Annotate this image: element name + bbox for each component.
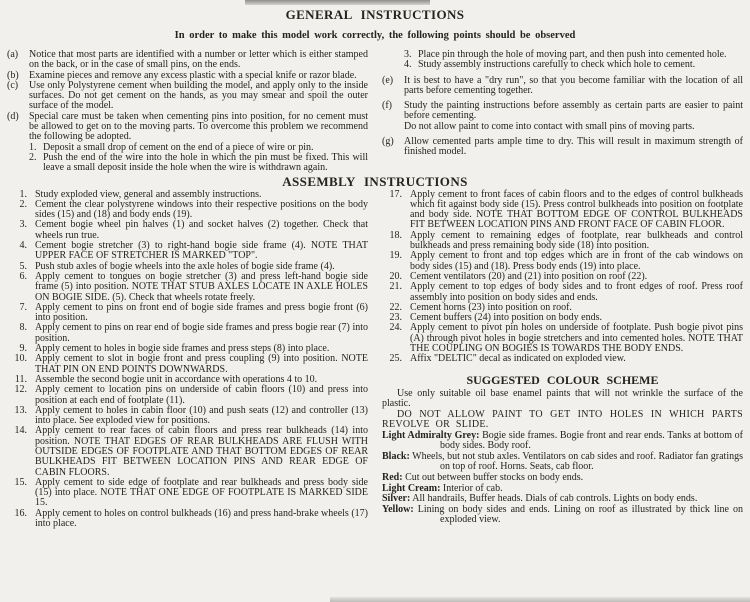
item-paragraph: Cement bogie wheel pin halves (1) and socket halves (2) together. Check that wheels run true.	[35, 219, 368, 241]
instruction-item	[7, 303, 368, 324]
item-label: 12.	[14, 384, 27, 396]
item-label: 7.	[19, 301, 27, 313]
general-instructions-subtitle: In order to make this model work correctly, the following points should be observed	[174, 30, 576, 41]
item-label: 1.	[29, 141, 37, 153]
item-text	[35, 303, 368, 324]
instruction-item	[7, 478, 368, 509]
item-label: 22.	[389, 301, 402, 313]
item-text	[35, 354, 368, 375]
item-label: (e)	[382, 74, 394, 86]
item-paragraph: It is best to have a "dry run", so that you become familiar with the location of all parts before cementing together.	[404, 74, 743, 96]
item-text	[35, 241, 368, 262]
item-label: 24.	[389, 322, 402, 334]
colour-name: Silver:	[382, 493, 411, 505]
instruction-item	[7, 385, 368, 406]
colour-entry: Silver: All handrails, Buffer heads. Dials of cab controls. Lights on body ends.	[382, 493, 698, 505]
item-paragraph: Special care must be taken when cementing pins into position, for no cement must be allowed to get on to the moving parts. To overcome this problem we recommend the following be adopted.	[29, 110, 368, 143]
item-paragraph: Affix "DELTIC" decal as indicated on exploded view.	[410, 353, 626, 365]
instruction-item	[7, 354, 368, 375]
item-text	[35, 323, 368, 344]
item-label: 3.	[404, 49, 412, 60]
colour-name: Light Admiralty Grey:	[382, 429, 480, 441]
item-paragraph: Apply cement to location pins on underside of cabin floors (10) and press into position at each end of footplate (11).	[35, 384, 368, 406]
colour-scheme-intro: Use only suitable oil base enamel paints that will not wrinkle the surface of the plastic.	[382, 387, 743, 410]
item-label: 6.	[19, 270, 27, 282]
colour-name: Yellow:	[382, 503, 414, 515]
instruction-item	[382, 323, 743, 354]
item-text	[410, 190, 743, 231]
instruction-item	[7, 50, 368, 71]
colour-name: Black:	[382, 450, 410, 462]
colour-entry: Yellow: Lining on body sides and ends. Lining on roof as illustrated by thick line on exploded view.	[382, 503, 743, 526]
item-label: 8.	[19, 322, 27, 334]
item-text: Deposit a small drop of cement on the end of a piece of wire or pin.	[43, 141, 314, 153]
item-paragraph: Study assembly instructions carefully to check which hole to cement.	[418, 59, 696, 71]
assembly-right-list	[382, 190, 743, 365]
instruction-item	[7, 272, 368, 303]
item-paragraph: Notice that most parts are identified with a number or letter which is either stamped on the back, or in the case of small pins, on the ends.	[29, 49, 368, 71]
instruction-item	[382, 76, 743, 97]
item-text	[29, 81, 368, 112]
assembly-instructions-section	[7, 190, 743, 530]
item-paragraph: Apply cement to holes in bogie side frames and press steps (8) into place.	[35, 343, 330, 355]
item-label: 18.	[389, 229, 402, 241]
item-text	[410, 323, 743, 354]
item-text	[418, 60, 743, 70]
instruction-subitem	[29, 153, 368, 174]
colour-scheme-warning: DO NOT ALLOW PAINT TO GET INTO HOLES IN WHICH PARTS REVOLVE OR SLIDE.	[382, 408, 743, 431]
item-text	[35, 272, 368, 303]
item-text	[410, 231, 743, 252]
item-paragraph: Apply cement to pins on rear end of bogie side frames and press bogie rear (7) into position.	[35, 322, 368, 344]
item-paragraph: Cement the clear polystyrene windows into their respective positions on the body sides (15) and (18) and body ends (19).	[35, 198, 368, 221]
item-label: 9.	[19, 343, 27, 355]
item-text	[404, 137, 743, 158]
assembly-left-column	[7, 190, 368, 530]
item-paragraph: Apply cement to pivot pin holes on underside of footplate. Push bogie pivot pins (A) through pivot holes in bogie stretchers and into cemented holes. NOTE THAT THE COUPLING ON BOGIES IS TOWARDS THE BODY ENDS.	[410, 322, 743, 355]
item-text: Push the end of the wire into the hole in which the pin must be fixed. This will leave a small deposit inside the hole when the wire is withdrawn again.	[43, 151, 368, 174]
instruction-item	[382, 101, 743, 132]
item-text	[29, 50, 368, 71]
item-paragraph: Push stub axles of bogie wheels into the axle holes of bogie side frame (4).	[35, 260, 335, 272]
item-label: 10.	[14, 353, 27, 365]
instruction-item	[7, 241, 368, 262]
item-text	[410, 354, 743, 364]
item-label: 1.	[19, 188, 27, 200]
item-text	[404, 101, 743, 132]
item-paragraph: Apply cement to remaining edges of footplate, rear bulkheads and control bulkheads and press remaining body side (18) into position.	[410, 229, 743, 252]
instruction-item	[7, 200, 368, 221]
item-text	[404, 76, 743, 97]
item-text	[35, 426, 368, 477]
item-paragraph: Apply cement to top edges of body sides and to front edges of roof. Press roof assembly into position on body sides and ends.	[410, 281, 743, 303]
item-label: (f)	[382, 100, 392, 112]
item-paragraph: Apply cement to pins on front end of bogie side frames and press bogie front (6) into position.	[35, 301, 368, 324]
item-paragraph: Apply cement to side edge of footplate and rear bulkheads and press body side (15) into place. NOTE THAT ONE EDGE OF FOOTPLATE IS MARKED SIDE 15.	[35, 476, 368, 509]
item-label: (b)	[7, 69, 19, 81]
item-paragraph: Use only Polystyrene cement when building the model, and apply only to the inside surfaces. Do not get cement on the hands, as you may smear and spoil the outer surface of the model.	[29, 79, 368, 112]
item-label: (a)	[7, 49, 19, 60]
item-label: 19.	[389, 250, 402, 262]
item-paragraph: Apply cement to tongues on bogie stretcher (3) and press left-hand bogie side frame (5) into position. NOTE THAT STUB AXLES LOCATE IN AXLE HOLES ON BOGIE SIDE. (5). Check that wheels rotate freely.	[35, 270, 368, 303]
colour-entry: Black: Wheels, but not stub axles. Ventilators on cab sides and roof. Radiator fan gratings on top of roof. Horns. Seats, cab floor.	[382, 450, 743, 473]
item-label: 14.	[14, 425, 27, 437]
item-paragraph: Allow cemented parts ample time to dry. This will result in maximum strength of finished model.	[404, 136, 743, 158]
item-text	[35, 509, 368, 530]
item-label: 23.	[389, 312, 402, 324]
instruction-item	[382, 251, 743, 272]
item-paragraph: Study exploded view, general and assembly instructions.	[35, 188, 262, 200]
item-label: 16.	[14, 507, 27, 519]
colour-name: Red:	[382, 471, 403, 483]
item-paragraph: Assemble the second bogie unit in accordance with operations 4 to 10.	[35, 373, 318, 385]
colour-scheme-entries	[382, 431, 743, 526]
colour-name: Light Cream:	[382, 482, 441, 494]
assembly-instructions-title: ASSEMBLY INSTRUCTIONS	[282, 173, 468, 189]
item-text	[35, 220, 368, 241]
item-paragraph: Cement horns (23) into position on roof.	[410, 301, 572, 313]
instruction-item	[7, 112, 368, 174]
item-label: 11.	[14, 373, 27, 385]
instruction-item	[382, 137, 743, 158]
item-label: 13.	[14, 404, 27, 416]
item-paragraph: Place pin through the hole of moving part, and then push into cemented hole.	[418, 49, 727, 60]
assembly-right-column	[382, 190, 743, 530]
item-paragraph: Apply cement to holes in cabin floor (10) and push seats (12) and controller (13) into place. See exploded view for positions.	[35, 404, 368, 427]
colour-entry: Light Cream: Interior of cab.	[382, 482, 503, 494]
item-text	[35, 406, 368, 427]
item-text	[29, 112, 368, 174]
item-label: 2.	[29, 151, 37, 163]
instruction-item	[7, 509, 368, 530]
item-paragraph: Apply cement to front and top edges which are in front of the cab windows on body sides (15) and (18). Press body ends (19) into place.	[410, 250, 743, 272]
instruction-item	[7, 323, 368, 344]
instruction-item	[382, 190, 743, 231]
general-left-column	[7, 50, 368, 174]
item-label: 21.	[389, 281, 402, 293]
item-paragraph: Cement buffers (24) into position on body ends.	[410, 312, 603, 324]
instruction-item	[7, 220, 368, 241]
item-label: 20.	[389, 270, 402, 282]
item-label: 3.	[19, 219, 27, 231]
item-label: (d)	[7, 110, 19, 122]
item-label: 2.	[19, 198, 27, 210]
instruction-item	[382, 282, 743, 303]
instruction-item	[404, 60, 743, 70]
item-paragraph: Apply cement to front faces of cabin floors and to the edges of control bulkheads which fit against body side (15). Press control bulkheads into position on footplate and body side. NOTE THAT BOTTOM EDGE OF CONTROL BULKHEADS FIT BETWEEN LOCATION PINS AND FRONT FACE OF CABIN FLOOR.	[410, 188, 743, 231]
instruction-item	[382, 231, 743, 252]
item-text	[35, 200, 368, 221]
item-label: 15.	[14, 476, 27, 488]
instruction-item	[7, 426, 368, 477]
item-text	[410, 251, 743, 272]
item-paragraph: Do not allow paint to come into contact with small pins of moving parts.	[404, 120, 695, 132]
colour-scheme-section	[382, 372, 743, 526]
general-right-column	[382, 50, 743, 174]
item-label: 4.	[404, 59, 412, 71]
item-text	[35, 478, 368, 509]
item-text	[35, 385, 368, 406]
item-label: (c)	[7, 79, 19, 91]
item-label: (g)	[382, 136, 394, 148]
colour-entry: Red: Cut out between buffer stocks on body ends.	[382, 471, 584, 483]
instruction-item	[7, 81, 368, 112]
item-paragraph: Study the painting instructions before assembly as certain parts are easier to paint before cementing.	[404, 100, 743, 122]
item-paragraph: Apply cement to holes on control bulkheads (16) and press hand-brake wheels (17) into place.	[35, 507, 368, 530]
colour-entry: Light Admiralty Grey: Bogie side frames. Bogie front and rear ends. Tanks at bottom of body sides. Body roof.	[382, 429, 743, 452]
item-paragraph: Cement bogie stretcher (3) to right-hand bogie side frame (4). NOTE THAT UPPER FACE OF STRETCHER IS MARKED "TOP".	[35, 240, 368, 262]
item-label: 4.	[19, 240, 27, 252]
general-instructions-section	[7, 50, 743, 174]
item-paragraph: Apply cement to slot in bogie front and press coupling (9) into position. NOTE THAT PIN ON END POINTS DOWNWARDS.	[35, 353, 368, 375]
instruction-item	[382, 354, 743, 364]
item-paragraph: Examine pieces and remove any excess plastic with a special knife or razor blade.	[29, 69, 357, 81]
item-text	[410, 282, 743, 303]
general-instructions-title: GENERAL INSTRUCTIONS	[285, 7, 465, 22]
item-paragraph: Cement ventilators (20) and (21) into position on roof (22).	[410, 270, 648, 282]
instruction-item	[7, 406, 368, 427]
item-label: 5.	[19, 260, 27, 272]
item-label: 25.	[389, 353, 402, 365]
item-label: 17.	[389, 188, 402, 200]
colour-scheme-title: SUGGESTED COLOUR SCHEME	[466, 372, 659, 387]
item-paragraph: Apply cement to rear faces of cabin floors and press rear bulkheads (14) into position. NOTE THAT EDGES OF REAR BULKHEADS ARE FLUSH WITH OUTSIDE EDGES OF FOOTPLATE AND THAT BOTTOM EDGES OF REAR BULKHEADS FIT BETWEEN LOCATION PINS AND REAR EDGE OF CABIN FLOORS.	[35, 425, 368, 478]
